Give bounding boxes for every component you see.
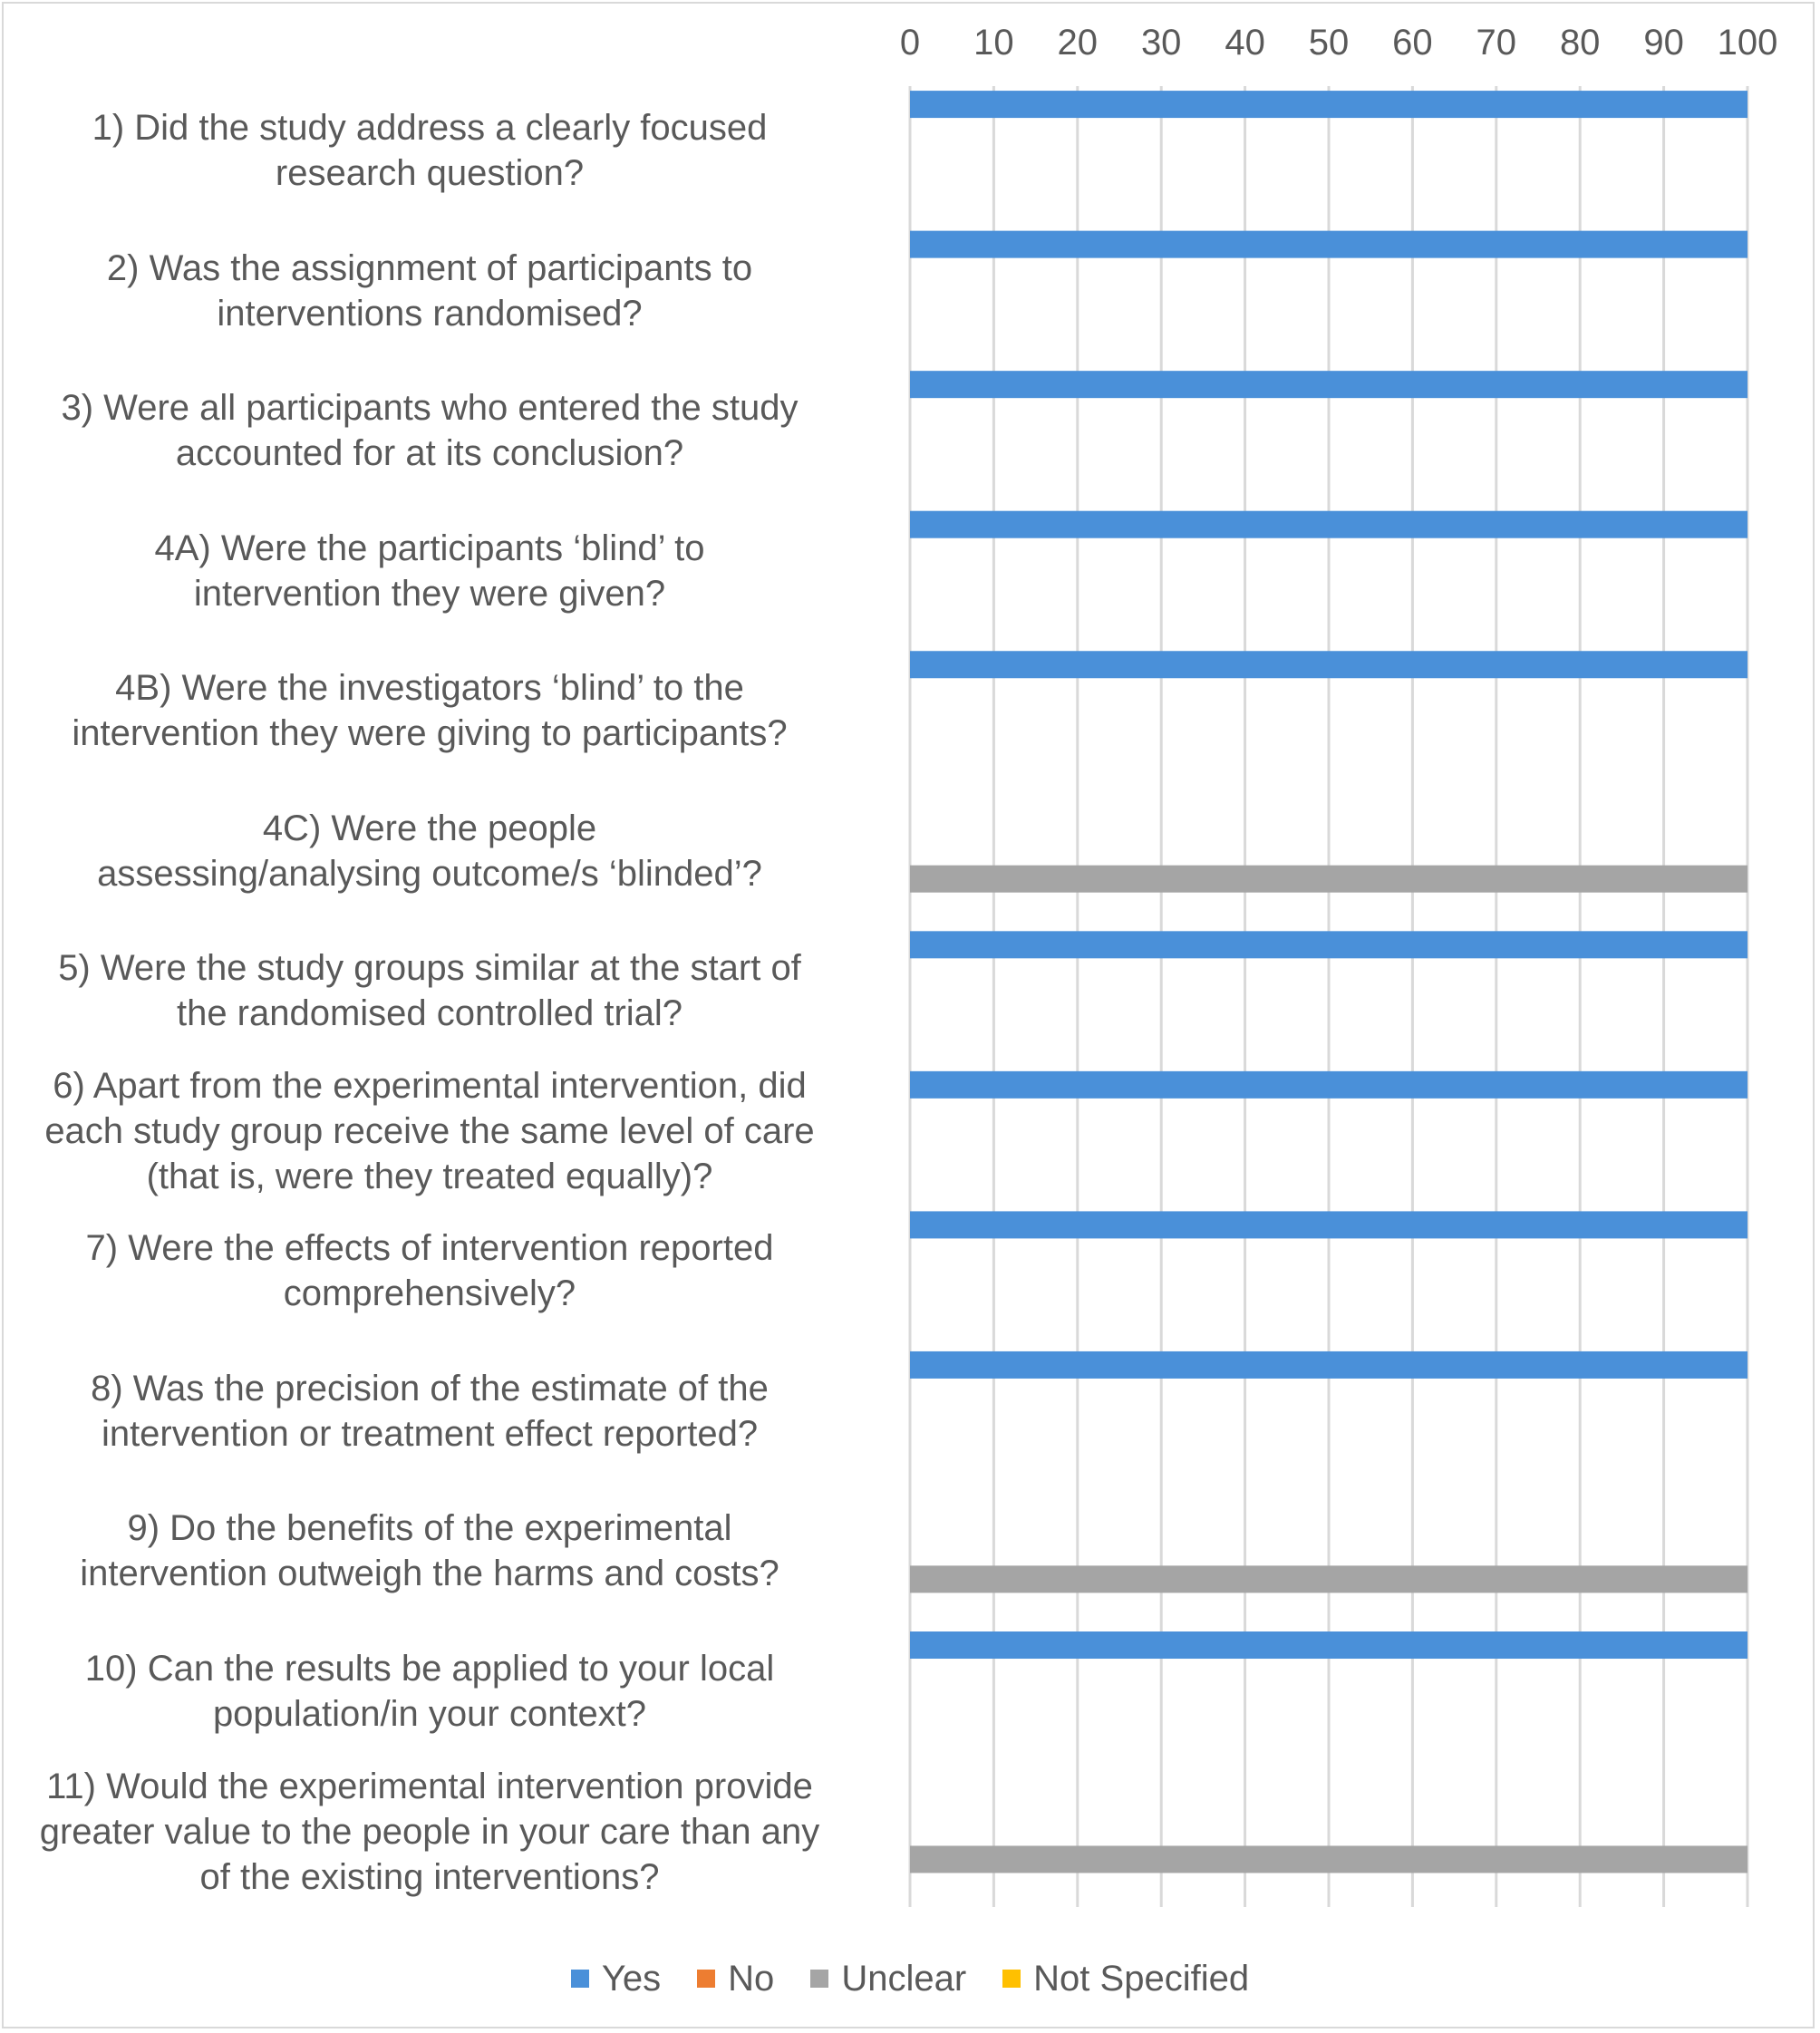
category-label: 9) Do the benefits of the experimental intervention outweigh the harms and costs? [80, 1508, 779, 1594]
legend-swatch [571, 1970, 589, 1988]
x-tick-label: 100 [1717, 23, 1778, 63]
x-tick-label: 80 [1559, 23, 1601, 63]
bar-yes [910, 1631, 1747, 1659]
legend-label: No [728, 1958, 775, 1999]
legend-label: Yes [601, 1958, 662, 1999]
category-label: 7) Were the effects of intervention reported comprehensively? [85, 1228, 774, 1314]
category-label: 11) Would the experimental intervention provide greater value to the people in your care than any of the existing interventions? [39, 1766, 820, 1897]
category-label: 1) Did the study address a clearly focused research question? [92, 108, 768, 194]
bar-yes [910, 1211, 1747, 1238]
x-tick-label: 10 [973, 23, 1014, 63]
legend [0, 1956, 1820, 2001]
legend-swatch [697, 1970, 715, 1988]
bar-unclear [910, 1845, 1747, 1873]
x-tick-label: 60 [1392, 23, 1433, 63]
x-tick-label: 70 [1476, 23, 1517, 63]
x-tick-label: 50 [1308, 23, 1350, 63]
legend-swatch [810, 1970, 828, 1988]
category-label: 4C) Were the people assessing/analysing outcome/s ‘blinded’? [97, 808, 762, 894]
bar-yes [910, 371, 1747, 398]
category-label: 4A) Were the participants ‘blind’ to intervention they were given? [154, 528, 705, 614]
legend-item-unclear [810, 1959, 966, 1999]
legend-label: Not Specified [1033, 1958, 1250, 1999]
bar-yes [910, 1071, 1747, 1099]
legend-item-not-specified [1002, 1959, 1249, 1999]
bar-unclear [910, 866, 1747, 893]
category-label: 4B) Were the investigators ‘blind’ to the intervention they were giving to participants? [72, 668, 788, 754]
x-tick-label: 0 [899, 23, 921, 63]
category-label: 3) Were all participants who entered the study accounted for at its conclusion? [61, 388, 799, 474]
x-tick-label: 40 [1225, 23, 1265, 63]
category-label: 6) Apart from the experimental intervention, did each study group receive the same level of care (that is, were they treated equally)? [44, 1065, 815, 1196]
category-label: 10) Can the results be applied to your local population/in your context? [84, 1649, 775, 1734]
bar-yes [910, 931, 1747, 958]
bar-unclear [910, 1565, 1747, 1593]
bar-yes [910, 91, 1747, 118]
legend-swatch [1002, 1970, 1021, 1988]
bar-yes [910, 231, 1747, 258]
bar-yes [910, 651, 1747, 678]
legend-item-yes [571, 1959, 661, 1999]
x-tick-label: 90 [1643, 23, 1684, 63]
x-tick-label: 20 [1057, 23, 1099, 63]
x-tick-label: 30 [1140, 23, 1182, 63]
bar-yes [910, 511, 1747, 538]
x-axis-tick-labels [900, 23, 1778, 63]
legend-item-no [697, 1959, 774, 1999]
legend-label: Unclear [841, 1958, 967, 1999]
category-label: 8) Was the precision of the estimate of the intervention or treatment effect reported? [91, 1368, 769, 1454]
category-label: 2) Was the assignment of participants to interventions randomised? [106, 247, 753, 334]
category-label: 5) Were the study groups similar at the start of the randomised controlled trial? [58, 948, 801, 1034]
bar-yes [910, 1351, 1747, 1379]
